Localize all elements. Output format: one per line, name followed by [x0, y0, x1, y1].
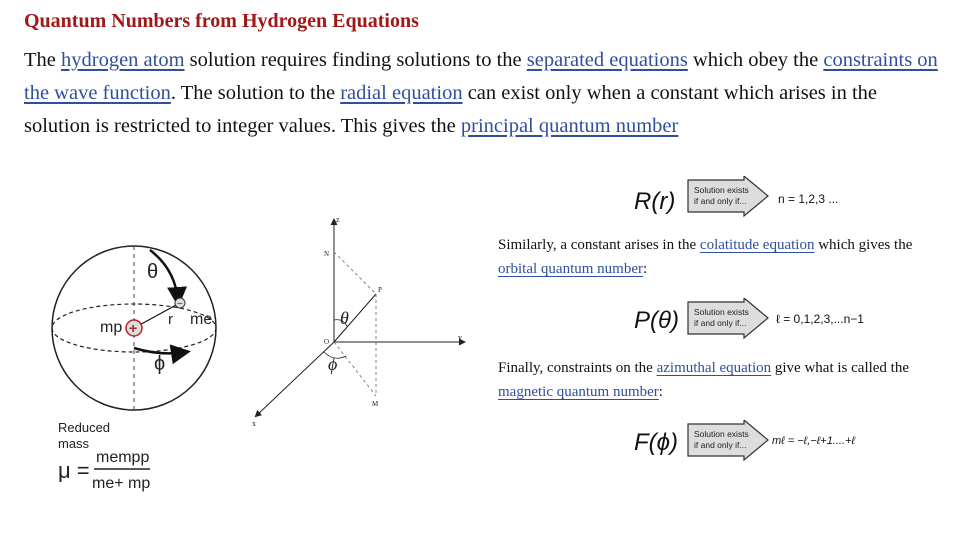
n-label: N	[324, 250, 330, 258]
radial-equation-graphic	[630, 176, 930, 220]
mu-label: μ =	[58, 458, 90, 483]
arrow-box-line1: Solution exists	[694, 185, 749, 195]
arrow-box-line2: if and only if...	[694, 318, 747, 328]
radius-label: r	[168, 311, 173, 328]
z-label: z	[336, 215, 340, 224]
mu-denominator: me+ mp	[92, 475, 151, 492]
mass-label: mass	[58, 436, 90, 451]
arrow-box-line2: if and only if...	[694, 196, 747, 206]
colatitude-equation-graphic	[630, 298, 930, 342]
magnetic-quantum-number-link[interactable]: magnetic quantum number	[498, 384, 659, 400]
principal-result: n = 1,2,3 ...	[778, 192, 839, 206]
proton-mass-label: mp	[100, 319, 123, 336]
theta-label: θ	[340, 308, 349, 328]
page-title: Quantum Numbers from Hydrogen Equations	[24, 10, 419, 32]
intro-paragraph	[24, 44, 942, 143]
coordinate-figure	[250, 212, 480, 437]
colatitude-text: :	[642, 261, 648, 277]
azimuthal-equation-link[interactable]: azimuthal equation	[656, 360, 772, 376]
guide-line	[334, 252, 376, 294]
arrow-box-line2: if and only if...	[694, 440, 747, 450]
m-label: M	[372, 400, 379, 408]
radial-equation-link[interactable]: radial equation	[340, 82, 463, 104]
x-axis	[256, 342, 334, 416]
x-label: x	[252, 419, 256, 428]
orbital-quantum-number-link[interactable]: orbital quantum number	[498, 261, 643, 277]
azimuthal-text: give what is called the	[771, 360, 910, 376]
arrow-box-line1: Solution exists	[694, 429, 749, 439]
intro-text: solution requires finding solutions to the	[184, 49, 527, 71]
colatitude-paragraph	[498, 233, 943, 281]
origin-label: O	[324, 338, 330, 346]
reduced-label: Reduced	[58, 420, 111, 435]
phi-label: ϕ	[154, 353, 166, 375]
hydrogen-atom-link[interactable]: hydrogen atom	[61, 49, 185, 71]
colatitude-text: Similarly, a constant arises in the	[498, 237, 700, 253]
intro-text: which obey the	[687, 49, 824, 71]
intro-text: The	[24, 49, 61, 71]
intro-text: . The solution to the	[170, 82, 341, 104]
azimuthal-equation-graphic	[630, 420, 930, 464]
principal-quantum-number-link[interactable]: principal quantum number	[460, 115, 679, 137]
colatitude-equation-link[interactable]: colatitude equation	[699, 237, 815, 253]
azimuth-projection	[334, 342, 376, 396]
separated-equations-link[interactable]: separated equations	[526, 49, 688, 71]
arrow-box-line1: Solution exists	[694, 307, 749, 317]
y-label: y	[458, 333, 462, 342]
mu-numerator: mempp	[96, 449, 150, 466]
colatitude-function: P(θ)	[634, 307, 680, 334]
theta-label: θ	[147, 261, 159, 283]
colatitude-text: which gives the	[814, 237, 913, 253]
azimuthal-text: Finally, constraints on the	[498, 360, 657, 376]
atom-sphere-figure	[50, 220, 230, 505]
azimuthal-paragraph	[498, 356, 943, 404]
constraints-link[interactable]: constraints on the wave function	[24, 49, 938, 104]
svg-text:−: −	[177, 299, 183, 310]
azimuthal-text: :	[658, 384, 663, 400]
p-label: P	[378, 286, 382, 294]
magnetic-result: mℓ = −ℓ,−ℓ+1....+ℓ	[772, 435, 856, 447]
orbital-result: ℓ = 0,1,2,3,...n−1	[776, 312, 864, 326]
radial-function: R(r)	[634, 188, 676, 215]
azimuthal-function: F(ϕ)	[634, 429, 678, 456]
intro-text: can exist only when a constant which arises in the solution is restricted to integer values. This gives the	[24, 82, 878, 137]
electron-mass-label: me	[190, 311, 213, 328]
phi-label: ϕ	[328, 354, 338, 374]
svg-text:+: +	[129, 320, 138, 336]
